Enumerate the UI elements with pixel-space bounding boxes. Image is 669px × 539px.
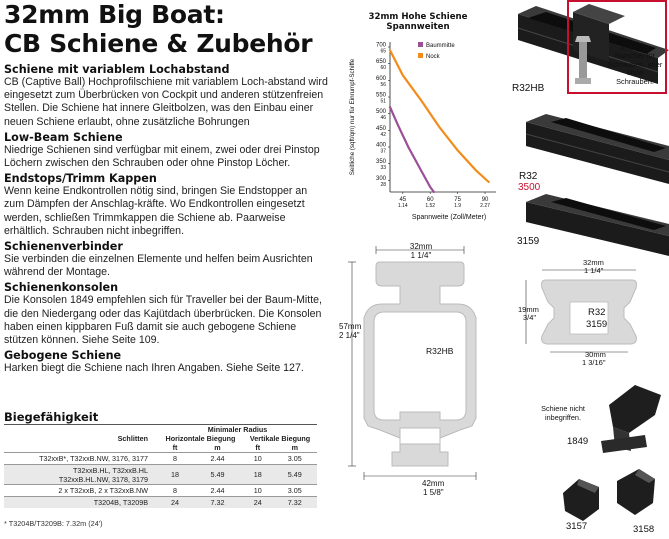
chart-title: 32mm Hohe Schiene Spannweiten [368,12,468,32]
x-tick-sublabel: 1.9 [454,203,462,209]
small-3159-label: 3159 [586,319,608,330]
r32hb-cross-section [340,240,504,508]
y-axis-label: Seitliche (sqft/qm) nur für Einrumpf-Schiffe [349,58,356,176]
y-tick-sublabel: 51 [380,98,386,105]
table-row [4,497,317,508]
section-body: Niedrige Schienen sind verfügbar mit einem, zwei oder drei Pinstop Löchern zwischen den Schrauben oder ohne Pinstop Löcher. [4,143,320,170]
table-row [4,453,317,465]
label-3158: 3158 [633,524,655,535]
x-tick-label: 90 [481,197,489,203]
v-ft-cell: 24 [243,497,273,508]
col-horizontal-header: Horizontale Biegung [165,434,236,443]
min-radius-header: Minimaler Radius [207,425,268,434]
h-m-cell: 2.44 [192,453,243,465]
dim-left-in: 2 1/4" [339,331,360,340]
table-row [4,485,317,497]
y-tick-label: 550 [375,92,386,99]
section-body: CB (Captive Ball) Hochprofilschiene mit variablem Loch-abstand wird eingesetzt zum Überbrücken von Cockpit und anderen stützenfreien Stellen. Die Schiene hat innere Gleitbolzen, was den Einbau einer neuen Schiene erlaubt, ohne zusätzliche Bohrungen [4,76,328,128]
y-tick-label: 350 [375,159,386,166]
label-3159: 3159 [517,236,540,247]
table-row [4,465,317,485]
section-heading: Gebogene Schiene [4,349,122,363]
y-tick-label: 600 [375,75,386,82]
h-ft-cell: 24 [158,497,192,508]
page-title [4,0,312,58]
section-connectors [4,240,329,279]
h-ft-cell: 18 [158,465,192,485]
v-m-cell: 3.05 [273,485,317,497]
chart-axes [349,42,496,221]
v-m-cell: 3.05 [273,453,317,465]
title-line-2: CB Schiene & Zubehör [4,29,313,58]
slides-cell: 2 x T32xxB, 2 x T32xxB.NW [4,485,158,497]
small-dim-bottom-mm: 30mm [585,350,606,359]
section-consoles [4,281,329,347]
section-curved-track [4,349,329,375]
table-header-row [4,434,317,443]
span-chart [338,30,506,236]
small-dim-top-in: 1 1/4" [584,266,604,275]
unit-m: m [291,443,298,452]
chart-series-group [390,50,489,192]
y-tick-label: 650 [375,59,386,66]
low-beam-rail-image [526,194,669,256]
x-axis-label: Spannweite (Zoll/Meter) [411,214,487,221]
section-heading: Schienenverbinder [4,240,123,254]
inset-note: Inklusive Rutscher für Schrauben, aber ohne Schrauben. [607,43,663,86]
y-tick-label: 300 [375,175,386,182]
x-tick-sublabel: 1.52 [425,203,436,209]
dim-top-mm: 32mm [409,242,433,251]
dim-top-in: 1 1/4" [410,251,432,260]
console-and-endcaps-images [555,375,669,539]
slides-cell: T32xxB.HL, T32xxB.HL T32xxB.HL.NW, 3178, 3179 [4,465,158,485]
bending-heading: Biegefähigkeit [4,410,99,424]
console-note: Schiene nicht inbegriffen. [541,404,585,422]
label-r32hb: R32HB [512,83,545,94]
section-heading: Schiene mit variablem Lochabstand [4,63,230,76]
label-3500: 3500 [518,182,541,193]
table-header-row [4,425,317,434]
h-ft-cell: 8 [158,453,192,465]
label-r32: R32 [519,171,538,182]
y-tick-label: 400 [375,142,386,149]
y-tick-sublabel: 37 [380,148,386,155]
v-m-cell: 5.49 [273,465,317,485]
section-body: Wenn keine Endkontrollen nötig sind, bringen Sie Endstopper an zum Dämpfen der Anschlag-kräfte. Wo Endkontrollen eingesetzt werden, schließen Trimmkappen die Schiene ab. Paarweise erhältlich. Schrauben nicht inbegriffen. [4,185,308,237]
legend-swatch [418,53,423,58]
section-endstops [4,172,329,238]
series-line-baummitte [390,107,434,192]
x-tick-sublabel: 2.27 [480,203,490,209]
legend-swatch [418,42,423,47]
endcap-3158-image [617,469,655,515]
y-tick-label: 500 [375,109,386,116]
x-tick-label: 45 [399,197,407,203]
legend-label: Baummitte [426,43,455,49]
h-m-cell: 7.32 [192,497,243,508]
h-m-cell: 2.44 [192,485,243,497]
small-dim-left-in: 3/4" [523,313,537,322]
v-m-cell: 7.32 [273,497,317,508]
small-dim-left-mm: 19mm [518,305,539,314]
small-dim-top-mm: 32mm [583,258,604,267]
dim-bottom-in: 1 5/8" [423,488,444,497]
dim-left-mm: 57mm [339,322,362,331]
small-dim-bottom-in: 1 3/16" [582,358,606,367]
legend-label: Nock [426,54,440,60]
description-column [4,63,329,377]
y-tick-sublabel: 33 [380,165,386,172]
r32-rail-image [526,114,669,184]
section-heading: Endstops/Trimm Kappen [4,172,157,186]
v-ft-cell: 10 [243,453,273,465]
bending-footnote: * T3204B/T3209B: 7.32m (24') [4,519,103,528]
y-tick-sublabel: 42 [380,131,386,138]
x-tick-label: 75 [454,197,461,203]
console-1849-image [601,385,661,453]
section-heading: Low-Beam Schiene [4,130,123,144]
x-tick-label: 60 [426,197,434,203]
y-tick-sublabel: 65 [380,48,386,55]
small-r32-label: R32 [588,307,606,318]
v-ft-cell: 18 [243,465,273,485]
y-tick-sublabel: 46 [380,115,386,122]
y-tick-sublabel: 60 [380,65,386,72]
dim-bottom-mm: 42mm [422,479,445,488]
slides-cell: T32xxB*, T32xxB.NW, 3176, 3177 [4,453,158,465]
series-line-nock [390,50,489,182]
col-slides-header: Schlitten [117,434,148,443]
section-low-beam [4,131,329,170]
section-variable-spacing [4,63,329,129]
section-heading: Schienenkonsolen [4,281,119,295]
table-unit-row [4,443,317,453]
y-tick-sublabel: 56 [380,81,386,88]
section-body: Die Konsolen 1849 empfehlen sich für Traveller bei der Baum-Mitte, die den Niedergang oder das Kajütdach überbrücken. Die Konsolen haben einen kippbaren Fuß damit sie auch gebogene Schiene stützen können. Siehe Seite 109. [4,294,322,347]
unit-ft: ft [255,443,261,452]
label-1849: 1849 [567,436,589,447]
section-body: Sie verbinden die einzelnen Elemente und helfen beim Ausrichten während der Montage. [4,253,313,279]
title-line-1: 32mm Big Boat: [4,0,225,29]
x-tick-sublabel: 1.14 [397,203,408,209]
slides-cell: T3204B, T3209B [4,497,158,508]
section-body: Harken biegt die Schiene nach Ihren Angaben. Siehe Seite 127. [4,362,304,375]
y-tick-sublabel: 28 [380,181,386,188]
h-ft-cell: 8 [158,485,192,497]
h-m-cell: 5.49 [192,465,243,485]
unit-m: m [214,443,221,452]
bending-table [4,425,317,508]
label-3157: 3157 [566,521,588,532]
col-vertical-header: Vertikale Biegung [249,434,311,443]
r32hb-section-label: R32HB [426,346,454,356]
y-tick-label: 700 [375,42,386,49]
y-tick-label: 450 [375,125,386,132]
chart-legend [418,42,455,60]
endcap-3157-image [563,479,599,521]
v-ft-cell: 10 [243,485,273,497]
unit-ft: ft [172,443,178,452]
